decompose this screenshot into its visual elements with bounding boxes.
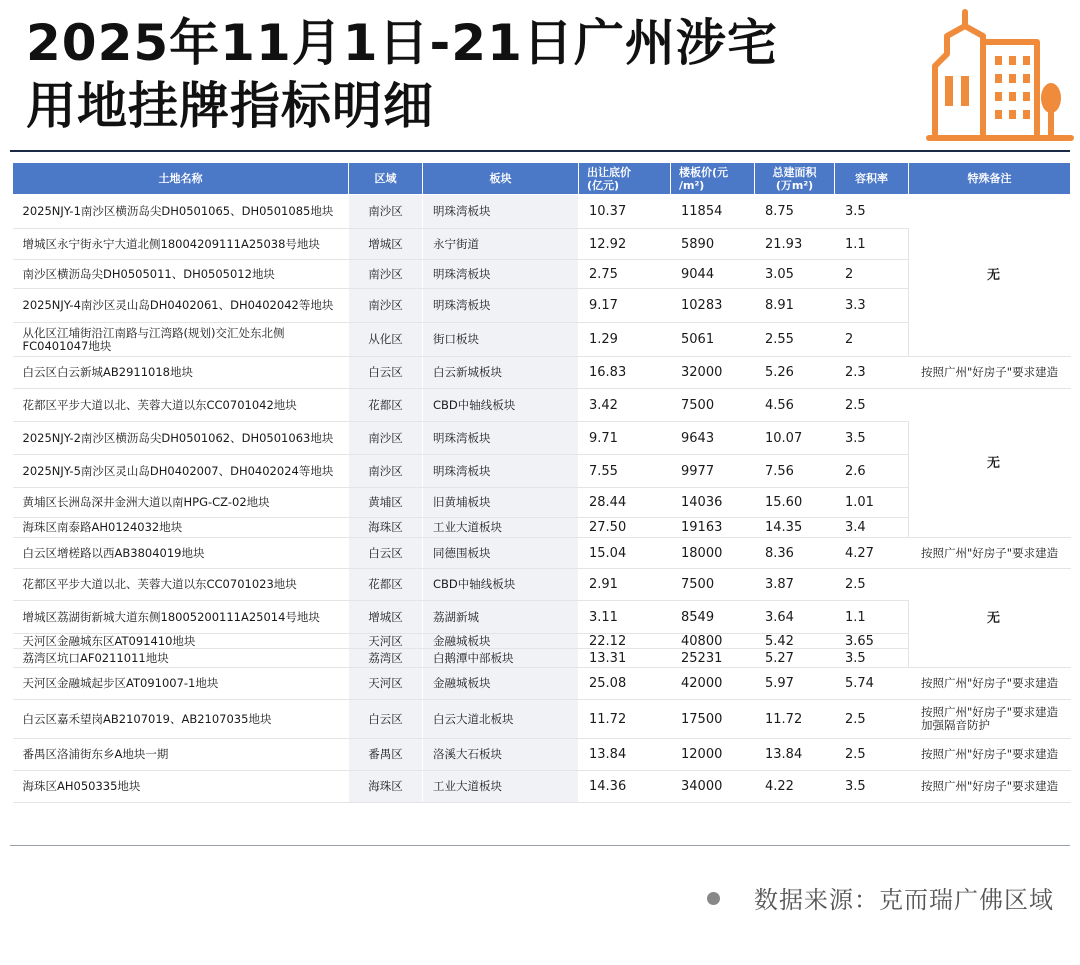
cell-name: 从化区江埔街沿江南路与江湾路(规划)交汇处东北侧FC0401047地块 bbox=[13, 323, 349, 357]
cell-price: 9.17 bbox=[579, 289, 671, 323]
header-floor-line2: /m²) bbox=[679, 178, 705, 192]
header-price-line2: (亿元) bbox=[587, 178, 620, 192]
cell-block: 同德围板块 bbox=[423, 538, 579, 569]
cell-block: CBD中轴线板块 bbox=[423, 569, 579, 601]
cell-far: 2.5 bbox=[835, 569, 909, 601]
cell-gfa: 3.05 bbox=[755, 260, 835, 289]
cell-price: 10.37 bbox=[579, 195, 671, 229]
header-gfa bbox=[755, 163, 835, 195]
cell-name: 花都区平步大道以北、芙蓉大道以东CC0701042地块 bbox=[13, 389, 349, 422]
cell-far: 2.5 bbox=[835, 700, 909, 739]
table-row bbox=[13, 357, 1071, 389]
cell-name: 海珠区AH050335地块 bbox=[13, 771, 349, 803]
cell-far: 1.1 bbox=[835, 229, 909, 260]
cell-price: 28.44 bbox=[579, 488, 671, 518]
cell-floor: 19163 bbox=[671, 518, 755, 538]
cell-far: 3.65 bbox=[835, 634, 909, 649]
cell-name: 2025NJY-1南沙区横沥岛尖DH0501065、DH0501085地块 bbox=[13, 195, 349, 229]
cell-block: 明珠湾板块 bbox=[423, 422, 579, 455]
cell-price: 13.31 bbox=[579, 649, 671, 668]
cell-name: 白云区增槎路以西AB3804019地块 bbox=[13, 538, 349, 569]
cell-price: 3.42 bbox=[579, 389, 671, 422]
table-row bbox=[13, 569, 1071, 601]
table-row bbox=[13, 668, 1071, 700]
cell-name: 2025NJY-5南沙区灵山岛DH0402007、DH0402024等地块 bbox=[13, 455, 349, 488]
cell-far: 3.4 bbox=[835, 518, 909, 538]
cell-floor: 42000 bbox=[671, 668, 755, 700]
header-floor-price bbox=[671, 163, 755, 195]
cell-far: 2.5 bbox=[835, 389, 909, 422]
title-line-2: 用地挂牌指标明细 bbox=[26, 77, 434, 135]
table-row bbox=[13, 739, 1071, 771]
cell-price: 12.92 bbox=[579, 229, 671, 260]
cell-area: 花都区 bbox=[349, 569, 423, 601]
cell-note: 按照广州"好房子"要求建造 bbox=[909, 357, 1071, 389]
cell-gfa: 11.72 bbox=[755, 700, 835, 739]
buildings-icon bbox=[925, 6, 1075, 146]
cell-block: 明珠湾板块 bbox=[423, 195, 579, 229]
cell-block: 白云大道北板块 bbox=[423, 700, 579, 739]
header-area: 区域 bbox=[349, 163, 423, 195]
cell-far: 2.5 bbox=[835, 739, 909, 771]
cell-price: 15.04 bbox=[579, 538, 671, 569]
cell-area: 白云区 bbox=[349, 357, 423, 389]
cell-floor: 9643 bbox=[671, 422, 755, 455]
cell-far: 1.1 bbox=[835, 601, 909, 634]
cell-price: 1.29 bbox=[579, 323, 671, 357]
header-price bbox=[579, 163, 671, 195]
cell-far: 5.74 bbox=[835, 668, 909, 700]
cell-price: 9.71 bbox=[579, 422, 671, 455]
cell-floor: 5890 bbox=[671, 229, 755, 260]
bullet-dot-icon bbox=[707, 892, 720, 905]
cell-gfa: 5.97 bbox=[755, 668, 835, 700]
cell-price: 14.36 bbox=[579, 771, 671, 803]
cell-area: 荔湾区 bbox=[349, 649, 423, 668]
cell-note: 无 bbox=[909, 569, 1071, 668]
header-gfa-line1: 总建面积 bbox=[772, 165, 817, 179]
cell-area: 天河区 bbox=[349, 634, 423, 649]
table-row bbox=[13, 538, 1071, 569]
cell-note: 按照广州"好房子"要求建造 bbox=[909, 771, 1071, 803]
cell-floor: 10283 bbox=[671, 289, 755, 323]
cell-floor: 34000 bbox=[671, 771, 755, 803]
table-row bbox=[13, 771, 1071, 803]
cell-gfa: 7.56 bbox=[755, 455, 835, 488]
cell-price: 2.75 bbox=[579, 260, 671, 289]
cell-block: 明珠湾板块 bbox=[423, 455, 579, 488]
cell-gfa: 3.87 bbox=[755, 569, 835, 601]
cell-floor: 5061 bbox=[671, 323, 755, 357]
cell-note: 按照广州"好房子"要求建造 bbox=[909, 668, 1071, 700]
header-name: 土地名称 bbox=[13, 163, 349, 195]
cell-name: 黄埔区长洲岛深井金洲大道以南HPG-CZ-02地块 bbox=[13, 488, 349, 518]
cell-area: 天河区 bbox=[349, 668, 423, 700]
cell-note: 按照广州"好房子"要求建造 bbox=[909, 739, 1071, 771]
cell-floor: 12000 bbox=[671, 739, 755, 771]
cell-block: 旧黄埔板块 bbox=[423, 488, 579, 518]
cell-floor: 9977 bbox=[671, 455, 755, 488]
cell-area: 南沙区 bbox=[349, 195, 423, 229]
top-divider bbox=[10, 150, 1070, 152]
cell-floor: 9044 bbox=[671, 260, 755, 289]
cell-gfa: 5.26 bbox=[755, 357, 835, 389]
cell-name: 增城区荔湖街新城大道东侧18005200111A25014号地块 bbox=[13, 601, 349, 634]
header-note: 特殊备注 bbox=[909, 163, 1071, 195]
cell-area: 白云区 bbox=[349, 538, 423, 569]
cell-gfa: 2.55 bbox=[755, 323, 835, 357]
cell-gfa: 4.56 bbox=[755, 389, 835, 422]
cell-far: 1.01 bbox=[835, 488, 909, 518]
cell-far: 4.27 bbox=[835, 538, 909, 569]
cell-area: 从化区 bbox=[349, 323, 423, 357]
cell-note: 按照广州"好房子"要求建造加强隔音防护 bbox=[909, 700, 1071, 739]
cell-area: 增城区 bbox=[349, 229, 423, 260]
cell-gfa: 8.91 bbox=[755, 289, 835, 323]
cell-floor: 7500 bbox=[671, 389, 755, 422]
cell-name: 白云区嘉禾望岗AB2107019、AB2107035地块 bbox=[13, 700, 349, 739]
cell-area: 花都区 bbox=[349, 389, 423, 422]
cell-name: 白云区白云新城AB2911018地块 bbox=[13, 357, 349, 389]
cell-block: 明珠湾板块 bbox=[423, 289, 579, 323]
cell-floor: 40800 bbox=[671, 634, 755, 649]
header-price-line1: 出让底价 bbox=[587, 165, 631, 179]
cell-block: CBD中轴线板块 bbox=[423, 389, 579, 422]
cell-note: 按照广州"好房子"要求建造 bbox=[909, 538, 1071, 569]
header-far: 容积率 bbox=[835, 163, 909, 195]
cell-floor: 18000 bbox=[671, 538, 755, 569]
cell-far: 2.3 bbox=[835, 357, 909, 389]
cell-area: 黄埔区 bbox=[349, 488, 423, 518]
cell-gfa: 10.07 bbox=[755, 422, 835, 455]
cell-far: 2 bbox=[835, 260, 909, 289]
cell-block: 工业大道板块 bbox=[423, 518, 579, 538]
cell-name: 增城区永宁街永宁大道北侧18004209111A25038号地块 bbox=[13, 229, 349, 260]
cell-note: 无 bbox=[909, 195, 1071, 357]
cell-name: 荔湾区坑口AF0211011地块 bbox=[13, 649, 349, 668]
cell-block: 洛溪大石板块 bbox=[423, 739, 579, 771]
cell-gfa: 4.22 bbox=[755, 771, 835, 803]
cell-area: 海珠区 bbox=[349, 518, 423, 538]
cell-price: 3.11 bbox=[579, 601, 671, 634]
cell-block: 荔湖新城 bbox=[423, 601, 579, 634]
cell-block: 明珠湾板块 bbox=[423, 260, 579, 289]
header-gfa-line2: (万m²) bbox=[775, 178, 814, 192]
cell-price: 27.50 bbox=[579, 518, 671, 538]
cell-name: 天河区金融城起步区AT091007-1地块 bbox=[13, 668, 349, 700]
table-body bbox=[13, 195, 1071, 803]
header-block: 板块 bbox=[423, 163, 579, 195]
cell-floor: 25231 bbox=[671, 649, 755, 668]
cell-block: 永宁街道 bbox=[423, 229, 579, 260]
header-floor-line1: 楼板价(元 bbox=[679, 165, 729, 179]
cell-floor: 8549 bbox=[671, 601, 755, 634]
cell-name: 海珠区南泰路AH0124032地块 bbox=[13, 518, 349, 538]
cell-block: 工业大道板块 bbox=[423, 771, 579, 803]
cell-price: 22.12 bbox=[579, 634, 671, 649]
cell-gfa: 5.42 bbox=[755, 634, 835, 649]
cell-floor: 14036 bbox=[671, 488, 755, 518]
cell-area: 南沙区 bbox=[349, 455, 423, 488]
cell-price: 7.55 bbox=[579, 455, 671, 488]
land-table bbox=[12, 162, 1071, 803]
cell-gfa: 8.75 bbox=[755, 195, 835, 229]
cell-floor: 32000 bbox=[671, 357, 755, 389]
table-header-row bbox=[13, 163, 1071, 195]
cell-name: 南沙区横沥岛尖DH0505011、DH0505012地块 bbox=[13, 260, 349, 289]
cell-far: 3.5 bbox=[835, 649, 909, 668]
cell-price: 16.83 bbox=[579, 357, 671, 389]
cell-area: 南沙区 bbox=[349, 422, 423, 455]
cell-name: 花都区平步大道以北、芙蓉大道以东CC0701023地块 bbox=[13, 569, 349, 601]
cell-name: 2025NJY-2南沙区横沥岛尖DH0501062、DH0501063地块 bbox=[13, 422, 349, 455]
cell-far: 2 bbox=[835, 323, 909, 357]
cell-area: 南沙区 bbox=[349, 260, 423, 289]
cell-area: 增城区 bbox=[349, 601, 423, 634]
cell-gfa: 14.35 bbox=[755, 518, 835, 538]
cell-gfa: 21.93 bbox=[755, 229, 835, 260]
cell-block: 街口板块 bbox=[423, 323, 579, 357]
cell-area: 白云区 bbox=[349, 700, 423, 739]
cell-gfa: 8.36 bbox=[755, 538, 835, 569]
source-text: 数据来源：克而瑞广佛区域 bbox=[754, 886, 1054, 914]
title-line-1: 2025年11月1日-21日广州涉宅 bbox=[26, 14, 778, 72]
cell-gfa: 3.64 bbox=[755, 601, 835, 634]
cell-block: 金融城板块 bbox=[423, 634, 579, 649]
cell-gfa: 15.60 bbox=[755, 488, 835, 518]
table-row bbox=[13, 700, 1071, 739]
cell-price: 11.72 bbox=[579, 700, 671, 739]
cell-far: 3.5 bbox=[835, 422, 909, 455]
cell-price: 2.91 bbox=[579, 569, 671, 601]
cell-area: 海珠区 bbox=[349, 771, 423, 803]
cell-gfa: 5.27 bbox=[755, 649, 835, 668]
page-title bbox=[26, 12, 906, 138]
cell-price: 13.84 bbox=[579, 739, 671, 771]
cell-floor: 17500 bbox=[671, 700, 755, 739]
table-row bbox=[13, 389, 1071, 422]
cell-name: 番禺区洛浦街东乡A地块一期 bbox=[13, 739, 349, 771]
cell-block: 金融城板块 bbox=[423, 668, 579, 700]
cell-price: 25.08 bbox=[579, 668, 671, 700]
bottom-divider bbox=[10, 845, 1070, 846]
cell-block: 白云新城板块 bbox=[423, 357, 579, 389]
data-source bbox=[707, 880, 1054, 915]
cell-name: 2025NJY-4南沙区灵山岛DH0402061、DH0402042等地块 bbox=[13, 289, 349, 323]
cell-name: 天河区金融城东区AT091410地块 bbox=[13, 634, 349, 649]
cell-area: 南沙区 bbox=[349, 289, 423, 323]
cell-far: 3.5 bbox=[835, 771, 909, 803]
cell-far: 2.6 bbox=[835, 455, 909, 488]
table-row bbox=[13, 195, 1071, 229]
cell-note: 无 bbox=[909, 389, 1071, 538]
cell-block: 白鹅潭中部板块 bbox=[423, 649, 579, 668]
cell-gfa: 13.84 bbox=[755, 739, 835, 771]
cell-floor: 7500 bbox=[671, 569, 755, 601]
cell-floor: 11854 bbox=[671, 195, 755, 229]
cell-far: 3.3 bbox=[835, 289, 909, 323]
cell-far: 3.5 bbox=[835, 195, 909, 229]
cell-area: 番禺区 bbox=[349, 739, 423, 771]
